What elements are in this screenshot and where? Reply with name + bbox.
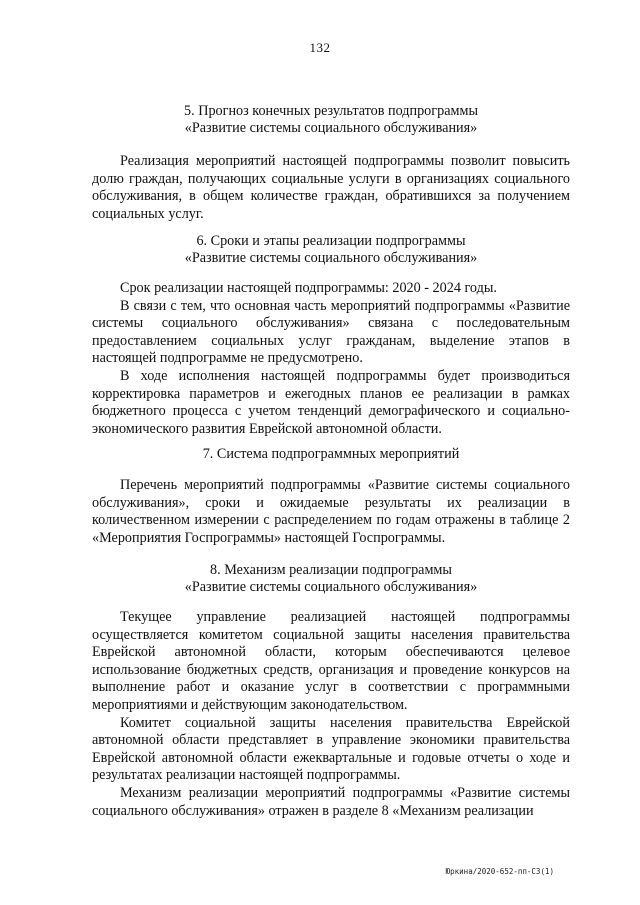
section-8-paragraph-2: Комитет социальной защиты населения правительства Еврейской автономной области представляет в управление экономики правительства Еврейской автономной области ежеквартальные и годовые отчеты о ходе и результатах реализации настоящей подпрограммы. — [92, 714, 570, 784]
section-6-heading-line-1: 6. Сроки и этапы реализации подпрограммы — [196, 233, 466, 249]
section-5-body — [92, 153, 570, 223]
section-6-paragraph-2: В связи с тем, что основная часть мероприятий подпрограммы «Развитие системы социального обслуживания» связана с последовательным предоставлением социальных услуг гражданам, выделение этапов в настоящей подпрограмме не предусмотрено. — [92, 297, 570, 367]
section-5-heading — [92, 103, 570, 137]
section-8-heading-line-2: «Развитие системы социального обслуживания» — [184, 579, 478, 595]
section-5-heading-line-2: «Развитие системы социального обслуживания» — [184, 120, 478, 136]
section-5-paragraph-1: Реализация мероприятий настоящей подпрограммы позволит повысить долю граждан, получающих социальные услуги в организациях социального обслуживания, в общем количестве граждан, обратившихся за получением социальных услуг. — [92, 153, 570, 222]
section-8-body — [92, 609, 570, 820]
section-8-paragraph-3: Механизм реализации мероприятий подпрограммы «Развитие системы социального обслуживания» отражен в разделе 8 «Механизм реализации — [92, 784, 570, 819]
section-6-heading-line-2: «Развитие системы социального обслуживания» — [184, 250, 478, 266]
document-reference-code: Юркина/2020-652-пп-СЗ(1) — [445, 867, 554, 876]
section-7-body — [92, 477, 570, 547]
section-8-heading — [92, 562, 570, 596]
section-7-heading — [92, 446, 570, 463]
section-7-paragraph-1: Перечень мероприятий подпрограммы «Развитие системы социального обслуживания», сроки и ожидаемые результаты их реализации в количественном измерении с распределением по годам отражены в таблице 2 «Мероприятия Госпрограммы» настоящей Госпрограммы. — [92, 477, 570, 546]
section-7-heading-line-1: 7. Система подпрограммных мероприятий — [202, 446, 460, 462]
section-6-body — [92, 280, 570, 438]
section-5-heading-line-1: 5. Прогноз конечных результатов подпрограммы — [184, 103, 478, 119]
section-8-paragraph-1: Текущее управление реализацией настоящей подпрограммы осуществляется комитетом социальной защиты населения правительства Еврейской автономной области, которым обеспечиваются целевое использование бюджетных средств, организация и проведение конкурсов на выполнение работ и оказание услуг в соответствии с программными мероприятиями и действующим законодательством. — [92, 609, 570, 713]
section-8-heading-line-1: 8. Механизм реализации подпрограммы — [210, 562, 452, 578]
section-6-paragraph-1: Срок реализации настоящей подпрограммы: 2020 - 2024 годы. — [120, 280, 497, 296]
page-number: 132 — [309, 40, 331, 55]
section-6-paragraph-3: В ходе исполнения настоящей подпрограммы будет производиться корректировка параметров и ежегодных планов ее реализации в рамках бюджетного процесса с учетом тенденций демографического и социально-экономического развития Еврейской автономной области. — [92, 367, 570, 437]
section-6-heading — [92, 233, 570, 267]
